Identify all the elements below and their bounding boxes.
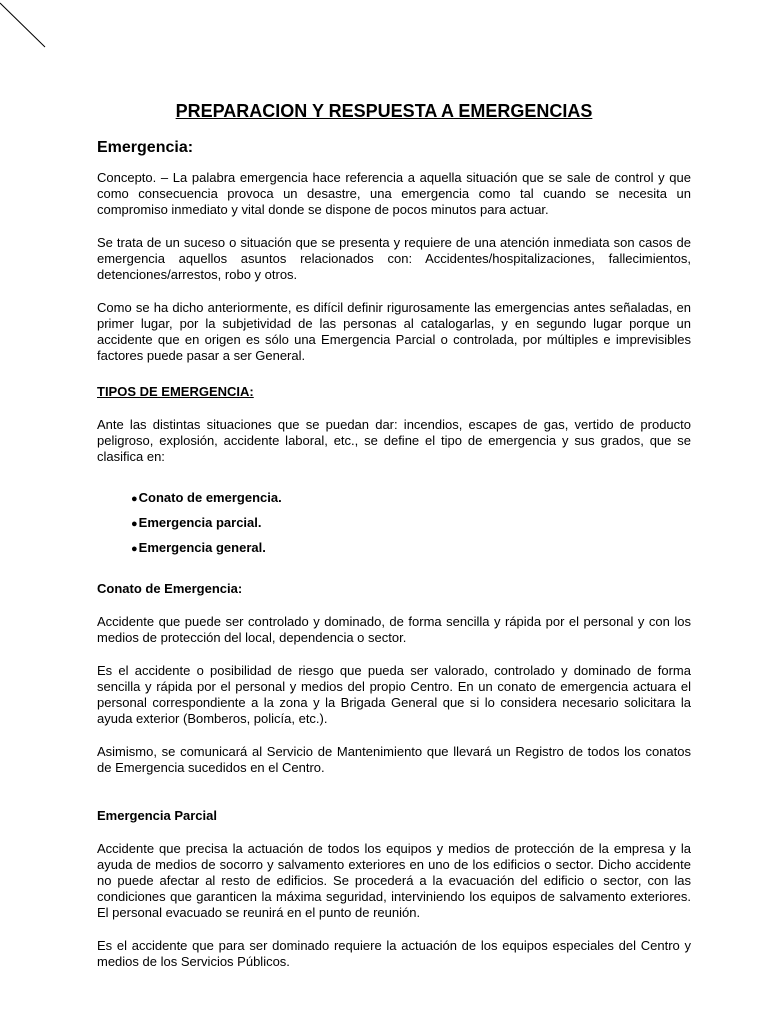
paragraph-concepto: Concepto. – La palabra emergencia hace referencia a aquella situación que se sale de control y que como consecuencia provoca un desastre, una emergencia como tal cuando se necesita un compromiso inmediato y vital donde se dispone de pocos minutos para actuar.	[97, 170, 691, 217]
list-item-label: Emergencia parcial.	[138, 515, 262, 530]
list-item-label: Conato de emergencia.	[138, 490, 282, 505]
bullet-icon: ●	[131, 518, 138, 530]
list-item	[131, 490, 691, 507]
tipos-heading: TIPOS DE EMERGENCIA:	[97, 384, 254, 399]
paragraph-parcial-2: Es el accidente que para ser dominado requiere la actuación de los equipos especiales del Centro y medios de los Servicios Públicos.	[97, 938, 691, 969]
document-body	[97, 138, 691, 970]
paragraph-conato-3: Asimismo, se comunicará al Servicio de Mantenimiento que llevará un Registro de todos los conatos de Emergencia sucedidos en el Centro.	[97, 744, 691, 775]
list-item	[131, 540, 691, 557]
document-title: PREPARACION Y RESPUESTA A EMERGENCIAS	[175, 101, 593, 121]
paragraph-definicion: Como se ha dicho anteriormente, es difícil definir rigurosamente las emergencias antes señaladas, en primer lugar, por la subjetividad de las personas al catalogarlas, y en segundo lugar porque un accidente que en origen es sólo una Emergencia Parcial o controlada, por múltiples e imprevisibles factores puede pasar a ser General.	[97, 300, 691, 363]
list-item	[131, 515, 691, 532]
bullet-icon: ●	[131, 493, 138, 505]
conato-heading: Conato de Emergencia:	[97, 581, 243, 596]
paragraph-tipos: Ante las distintas situaciones que se puedan dar: incendios, escapes de gas, vertido de producto peligroso, explosión, accidente laboral, etc., se define el tipo de emergencia y sus grados, que se clasifica en:	[97, 417, 691, 464]
corner-fold-mark	[0, 0, 50, 50]
list-item-label: Emergencia general.	[138, 540, 266, 555]
section-heading-emergencia: Emergencia:	[97, 139, 194, 156]
parcial-heading: Emergencia Parcial	[97, 808, 217, 823]
paragraph-suceso: Se trata de un suceso o situación que se presenta y requiere de una atención inmediata son casos de emergencia aquellos asuntos relacionados con: Accidentes/hospitalizaciones, fallecimientos, detenciones/arrestos, robo y otros.	[97, 235, 691, 282]
paragraph-parcial-1: Accidente que precisa la actuación de todos los equipos y medios de protección de la empresa y la ayuda de medios de socorro y salvamento exteriores en uno de los edificios o sector. Dicho accidente no puede afectar al resto de edificios. Se procederá a la evacuación del edificio o sector, con las condiciones que garanticen la máxima seguridad, interviniendo los equipos de salvamento exteriores. El personal evacuado se reunirá en el punto de reunión.	[97, 841, 691, 920]
tipos-list	[97, 490, 691, 557]
paragraph-conato-2: Es el accidente o posibilidad de riesgo que pueda ser valorado, controlado y dominado de forma sencilla y rápida por el personal y medios del propio Centro. En un conato de emergencia actuara el personal correspondiente a la zona y la Brigada General que si lo considera necesario solicitara la ayuda exterior (Bomberos, policía, etc.).	[97, 663, 691, 726]
bullet-icon: ●	[131, 543, 138, 555]
paragraph-conato-1: Accidente que puede ser controlado y dominado, de forma sencilla y rápida por el personal y con los medios de protección del local, dependencia o sector.	[97, 614, 691, 645]
